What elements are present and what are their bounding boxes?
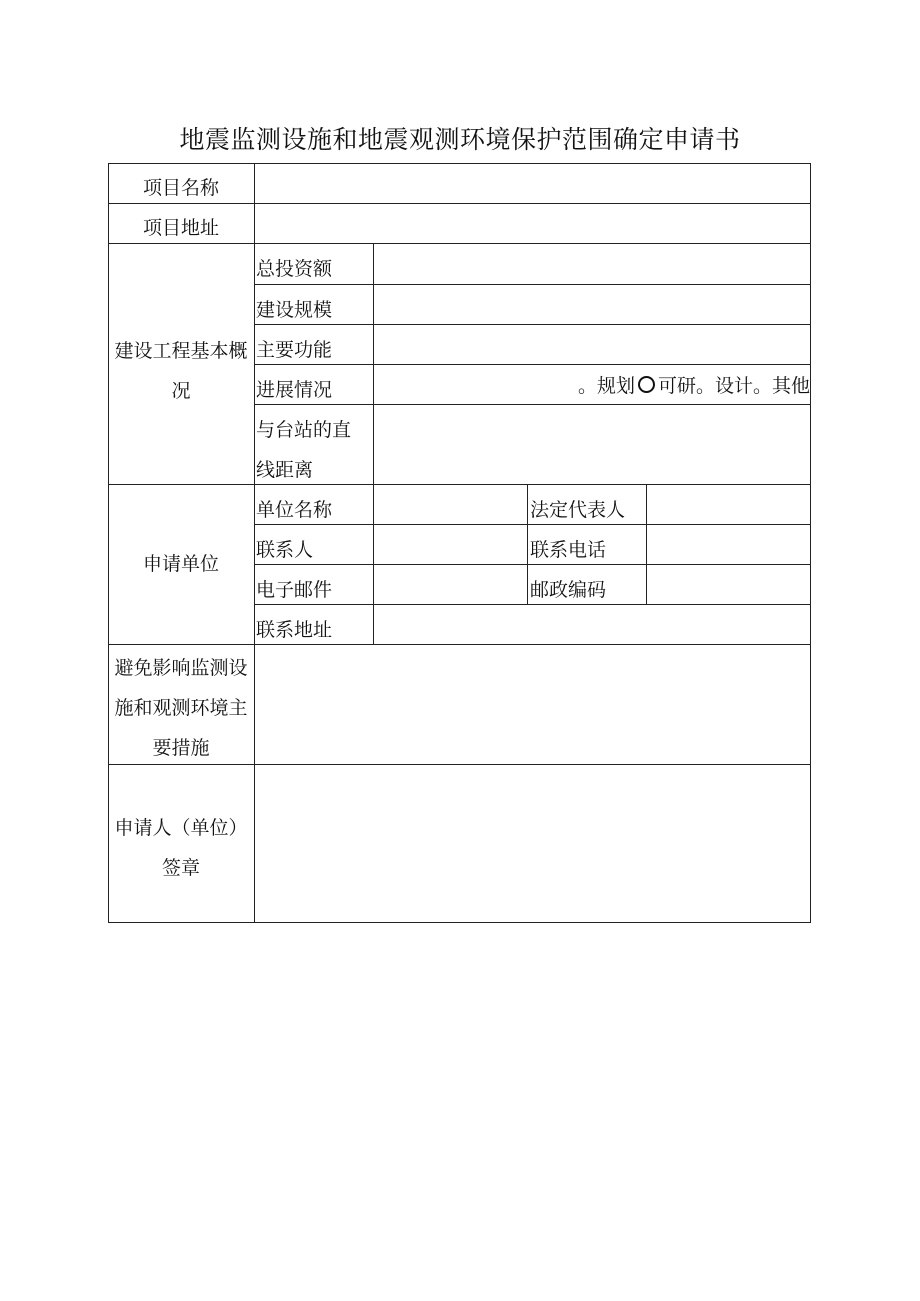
protection-measures-label-line2: 施和观测环境主: [114, 697, 248, 719]
total-investment-label: 总投资额: [256, 258, 333, 280]
legal-representative-label: 法定代表人: [530, 499, 626, 521]
protection-measures-label-line1: 避免影响监测设: [114, 657, 248, 679]
email-label: 电子邮件: [256, 579, 333, 601]
postal-code-label: 邮政编码: [530, 579, 607, 601]
email-field[interactable]: [374, 565, 527, 604]
form-title: 地震监测设施和地震观测环境保护范围确定申请书: [179, 125, 741, 154]
protection-measures-label: [108, 648, 254, 768]
main-function-label: 主要功能: [256, 339, 333, 361]
protection-measures-label-line3: 要措施: [152, 737, 210, 759]
progress-status-label: 进展情况: [256, 379, 333, 401]
construction-scale-label: 建设规模: [256, 299, 333, 321]
construction-scale-field[interactable]: [374, 285, 810, 324]
applicant-unit-label: 申请单位: [142, 553, 219, 575]
project-name-label: 项目名称: [142, 177, 219, 199]
main-function-field[interactable]: [374, 325, 810, 364]
applicant-signature-label-line1: 申请人（单位）: [114, 817, 248, 839]
contact-address-field[interactable]: [374, 605, 810, 644]
project-name-field[interactable]: [255, 164, 810, 203]
contact-address-label: 联系地址: [256, 619, 333, 641]
unit-name-label: 单位名称: [256, 499, 333, 521]
contact-phone-field[interactable]: [647, 525, 810, 564]
applicant-signature-label: [108, 808, 254, 888]
column-divider: [527, 484, 528, 604]
protection-measures-field[interactable]: [255, 645, 810, 764]
station-distance-label-line1: 与台站的直: [256, 419, 352, 441]
applicant-signature-label-line2: 签章: [161, 857, 200, 879]
postal-code-field[interactable]: [647, 565, 810, 604]
legal-representative-field[interactable]: [647, 485, 810, 524]
table-bottom-border: [108, 922, 811, 923]
construction-overview-label: [108, 331, 254, 411]
total-investment-field[interactable]: [374, 244, 810, 284]
progress-option-planning[interactable]: 。规划: [577, 375, 635, 397]
station-distance-field[interactable]: [374, 405, 810, 484]
construction-overview-label-line2: 况: [171, 380, 191, 402]
contact-person-label: 联系人: [256, 539, 314, 561]
table-right-border: [810, 163, 811, 923]
unit-name-field[interactable]: [374, 485, 527, 524]
station-distance-label: [256, 410, 351, 490]
project-address-field[interactable]: [255, 204, 810, 243]
construction-overview-label-line1: 建设工程基本概: [114, 340, 248, 362]
row-divider: [254, 364, 811, 365]
applicant-signature-field[interactable]: [255, 765, 810, 922]
radio-circle-icon[interactable]: [638, 376, 655, 393]
progress-option-others[interactable]: 可研。设计。其他: [657, 375, 810, 397]
contact-person-field[interactable]: [374, 525, 527, 564]
station-distance-label-line2: 线距离: [256, 459, 314, 481]
contact-phone-label: 联系电话: [530, 539, 607, 561]
progress-options: [373, 366, 810, 406]
project-address-label: 项目地址: [142, 217, 219, 239]
